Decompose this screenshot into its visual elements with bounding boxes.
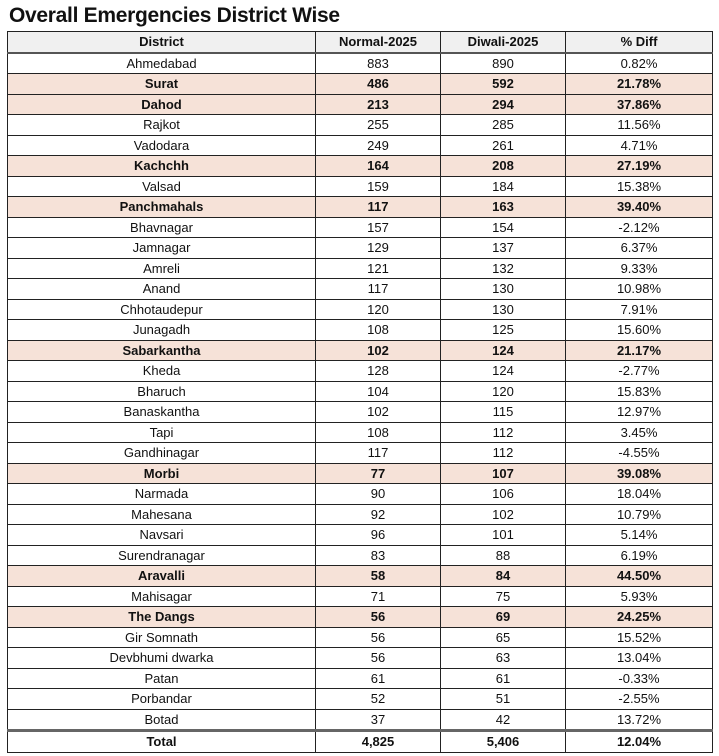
cell-pct-diff: 5.93% <box>566 586 713 607</box>
page-title: Overall Emergencies District Wise <box>9 4 340 27</box>
cell-pct-diff: 6.37% <box>566 238 713 259</box>
cell-district: Chhotaudepur <box>8 299 316 320</box>
cell-district: Navsari <box>8 525 316 546</box>
table-row <box>8 320 713 341</box>
cell-district: The Dangs <box>8 607 316 628</box>
total-normal: 4,825 <box>316 731 441 753</box>
table-row <box>8 115 713 136</box>
cell-normal-2025: 71 <box>316 586 441 607</box>
cell-diwali-2025: 106 <box>441 484 566 505</box>
cell-diwali-2025: 130 <box>441 299 566 320</box>
cell-normal-2025: 61 <box>316 668 441 689</box>
cell-district: Valsad <box>8 176 316 197</box>
cell-pct-diff: 39.40% <box>566 197 713 218</box>
cell-normal-2025: 104 <box>316 381 441 402</box>
cell-normal-2025: 83 <box>316 545 441 566</box>
table-row <box>8 443 713 464</box>
table-row <box>8 422 713 443</box>
table-row <box>8 340 713 361</box>
cell-normal-2025: 883 <box>316 53 441 74</box>
cell-diwali-2025: 112 <box>441 422 566 443</box>
table-row <box>8 217 713 238</box>
total-label: Total <box>8 731 316 753</box>
cell-normal-2025: 121 <box>316 258 441 279</box>
cell-normal-2025: 56 <box>316 627 441 648</box>
cell-pct-diff: -2.55% <box>566 689 713 710</box>
cell-normal-2025: 108 <box>316 320 441 341</box>
table-row <box>8 279 713 300</box>
cell-pct-diff: 15.60% <box>566 320 713 341</box>
cell-pct-diff: 39.08% <box>566 463 713 484</box>
table-row <box>8 299 713 320</box>
cell-district: Surat <box>8 74 316 95</box>
cell-diwali-2025: 115 <box>441 402 566 423</box>
cell-diwali-2025: 208 <box>441 156 566 177</box>
cell-district: Mahisagar <box>8 586 316 607</box>
table-row <box>8 463 713 484</box>
cell-pct-diff: 18.04% <box>566 484 713 505</box>
cell-normal-2025: 164 <box>316 156 441 177</box>
cell-pct-diff: 13.72% <box>566 709 713 731</box>
cell-normal-2025: 90 <box>316 484 441 505</box>
table-row <box>8 402 713 423</box>
cell-normal-2025: 255 <box>316 115 441 136</box>
cell-normal-2025: 92 <box>316 504 441 525</box>
table-row <box>8 545 713 566</box>
total-diwali: 5,406 <box>441 731 566 753</box>
table-row <box>8 94 713 115</box>
cell-normal-2025: 249 <box>316 135 441 156</box>
cell-normal-2025: 120 <box>316 299 441 320</box>
cell-district: Panchmahals <box>8 197 316 218</box>
cell-pct-diff: 37.86% <box>566 94 713 115</box>
cell-pct-diff: 0.82% <box>566 53 713 74</box>
table-row <box>8 381 713 402</box>
cell-district: Dahod <box>8 94 316 115</box>
cell-normal-2025: 159 <box>316 176 441 197</box>
cell-diwali-2025: 102 <box>441 504 566 525</box>
cell-pct-diff: 10.98% <box>566 279 713 300</box>
cell-diwali-2025: 88 <box>441 545 566 566</box>
table-row <box>8 504 713 525</box>
cell-normal-2025: 157 <box>316 217 441 238</box>
cell-district: Morbi <box>8 463 316 484</box>
cell-district: Anand <box>8 279 316 300</box>
cell-diwali-2025: 51 <box>441 689 566 710</box>
cell-diwali-2025: 163 <box>441 197 566 218</box>
cell-pct-diff: -2.12% <box>566 217 713 238</box>
cell-district: Botad <box>8 709 316 731</box>
cell-pct-diff: -4.55% <box>566 443 713 464</box>
cell-pct-diff: 11.56% <box>566 115 713 136</box>
cell-diwali-2025: 154 <box>441 217 566 238</box>
cell-district: Porbandar <box>8 689 316 710</box>
cell-district: Narmada <box>8 484 316 505</box>
cell-pct-diff: 15.52% <box>566 627 713 648</box>
cell-diwali-2025: 42 <box>441 709 566 731</box>
cell-pct-diff: 10.79% <box>566 504 713 525</box>
cell-pct-diff: 6.19% <box>566 545 713 566</box>
table-row <box>8 197 713 218</box>
cell-pct-diff: 21.78% <box>566 74 713 95</box>
cell-pct-diff: 15.38% <box>566 176 713 197</box>
table-row <box>8 627 713 648</box>
cell-diwali-2025: 124 <box>441 340 566 361</box>
cell-pct-diff: 7.91% <box>566 299 713 320</box>
cell-district: Sabarkantha <box>8 340 316 361</box>
cell-district: Tapi <box>8 422 316 443</box>
cell-district: Bhavnagar <box>8 217 316 238</box>
column-header-normal-2025: Normal-2025 <box>316 32 441 53</box>
table-row <box>8 607 713 628</box>
cell-district: Mahesana <box>8 504 316 525</box>
cell-pct-diff: 21.17% <box>566 340 713 361</box>
cell-normal-2025: 117 <box>316 197 441 218</box>
cell-district: Banaskantha <box>8 402 316 423</box>
cell-pct-diff: -2.77% <box>566 361 713 382</box>
cell-normal-2025: 128 <box>316 361 441 382</box>
table-row <box>8 135 713 156</box>
table-row <box>8 176 713 197</box>
cell-pct-diff: 12.97% <box>566 402 713 423</box>
table-row <box>8 668 713 689</box>
cell-diwali-2025: 184 <box>441 176 566 197</box>
cell-district: Ahmedabad <box>8 53 316 74</box>
cell-diwali-2025: 65 <box>441 627 566 648</box>
cell-normal-2025: 486 <box>316 74 441 95</box>
cell-district: Jamnagar <box>8 238 316 259</box>
cell-diwali-2025: 285 <box>441 115 566 136</box>
cell-normal-2025: 58 <box>316 566 441 587</box>
cell-pct-diff: 15.83% <box>566 381 713 402</box>
table-row <box>8 648 713 669</box>
cell-normal-2025: 37 <box>316 709 441 731</box>
cell-district: Kachchh <box>8 156 316 177</box>
cell-district: Bharuch <box>8 381 316 402</box>
cell-normal-2025: 52 <box>316 689 441 710</box>
column-header-diwali-2025: Diwali-2025 <box>441 32 566 53</box>
cell-diwali-2025: 294 <box>441 94 566 115</box>
cell-diwali-2025: 137 <box>441 238 566 259</box>
table-row <box>8 484 713 505</box>
table-row <box>8 586 713 607</box>
table-row <box>8 361 713 382</box>
cell-normal-2025: 108 <box>316 422 441 443</box>
table-row <box>8 53 713 74</box>
table-row <box>8 156 713 177</box>
table-row <box>8 525 713 546</box>
cell-normal-2025: 96 <box>316 525 441 546</box>
cell-diwali-2025: 61 <box>441 668 566 689</box>
cell-district: Devbhumi dwarka <box>8 648 316 669</box>
cell-diwali-2025: 120 <box>441 381 566 402</box>
cell-normal-2025: 102 <box>316 402 441 423</box>
cell-diwali-2025: 125 <box>441 320 566 341</box>
cell-diwali-2025: 101 <box>441 525 566 546</box>
cell-pct-diff: 13.04% <box>566 648 713 669</box>
cell-normal-2025: 117 <box>316 279 441 300</box>
table-row <box>8 689 713 710</box>
table-header-row <box>8 32 713 53</box>
cell-district: Junagadh <box>8 320 316 341</box>
cell-district: Surendranagar <box>8 545 316 566</box>
cell-district: Gandhinagar <box>8 443 316 464</box>
cell-normal-2025: 56 <box>316 607 441 628</box>
table-row <box>8 258 713 279</box>
cell-pct-diff: 44.50% <box>566 566 713 587</box>
cell-normal-2025: 213 <box>316 94 441 115</box>
table-row <box>8 238 713 259</box>
cell-diwali-2025: 69 <box>441 607 566 628</box>
cell-diwali-2025: 132 <box>441 258 566 279</box>
column-header-pct-diff: % Diff <box>566 32 713 53</box>
cell-district: Amreli <box>8 258 316 279</box>
total-row <box>8 731 713 753</box>
cell-diwali-2025: 890 <box>441 53 566 74</box>
cell-pct-diff: 5.14% <box>566 525 713 546</box>
cell-district: Gir Somnath <box>8 627 316 648</box>
cell-diwali-2025: 130 <box>441 279 566 300</box>
cell-diwali-2025: 84 <box>441 566 566 587</box>
cell-normal-2025: 56 <box>316 648 441 669</box>
cell-district: Kheda <box>8 361 316 382</box>
table-body <box>8 53 713 731</box>
cell-normal-2025: 77 <box>316 463 441 484</box>
total-diff: 12.04% <box>566 731 713 753</box>
cell-diwali-2025: 63 <box>441 648 566 669</box>
cell-district: Patan <box>8 668 316 689</box>
cell-district: Rajkot <box>8 115 316 136</box>
cell-pct-diff: 27.19% <box>566 156 713 177</box>
cell-normal-2025: 102 <box>316 340 441 361</box>
cell-diwali-2025: 112 <box>441 443 566 464</box>
cell-diwali-2025: 107 <box>441 463 566 484</box>
cell-normal-2025: 117 <box>316 443 441 464</box>
cell-pct-diff: 9.33% <box>566 258 713 279</box>
cell-pct-diff: 3.45% <box>566 422 713 443</box>
cell-pct-diff: 4.71% <box>566 135 713 156</box>
cell-diwali-2025: 592 <box>441 74 566 95</box>
district-emergencies-table <box>7 31 713 753</box>
table-row <box>8 566 713 587</box>
cell-pct-diff: 24.25% <box>566 607 713 628</box>
table-row <box>8 709 713 731</box>
table-row <box>8 74 713 95</box>
cell-diwali-2025: 124 <box>441 361 566 382</box>
cell-diwali-2025: 261 <box>441 135 566 156</box>
cell-district: Vadodara <box>8 135 316 156</box>
cell-pct-diff: -0.33% <box>566 668 713 689</box>
cell-district: Aravalli <box>8 566 316 587</box>
cell-normal-2025: 129 <box>316 238 441 259</box>
cell-diwali-2025: 75 <box>441 586 566 607</box>
column-header-district: District <box>8 32 316 53</box>
